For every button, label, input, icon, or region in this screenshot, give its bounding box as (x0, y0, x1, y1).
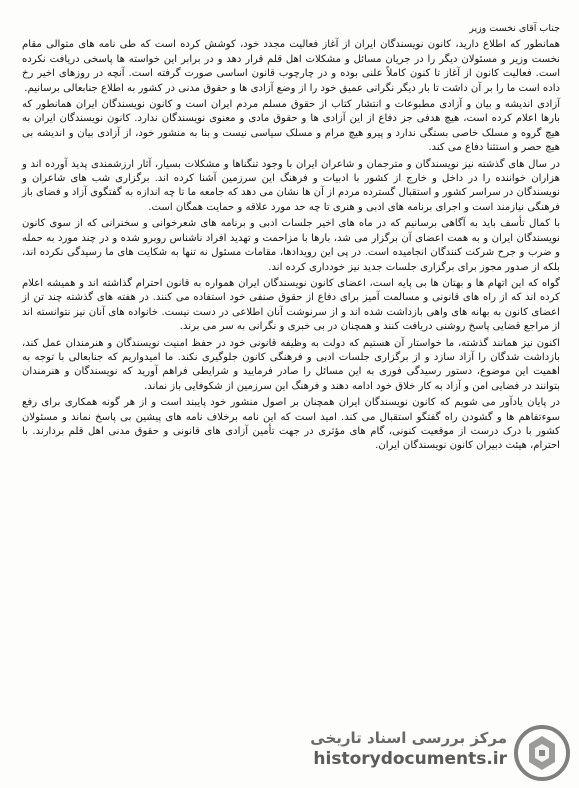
watermark-title: مرکز بررسی اسناد تاریخی (310, 729, 507, 747)
letter-paragraph: همانطور که اطلاع دارید، کانون نویسندگان ایران از آغاز فعالیت مجدد خود، کوشش کرده است که طی نامه های متوالی مقام نخست وزیر و مسئولان دیگر را در جریان مسائل و مشکلات اهل قلم قرار دهد و در برابر این خواسته ها پاسخی دریافت نکرده است. فعالیت کانون از آغاز تا کنون کاملاً علنی بوده و در چارچوب قانون اساسی صورت گرفته است. آنچه در روزهای اخیر رخ داده است ما را بر آن داشت تا بار دیگر نگرانی عمیق خود را از وضع آزادی ها و حقوق مدنی در کشور به اطلاع جنابعالی برسانیم. (22, 39, 560, 94)
letter-salutation: جناب آقای نخست وزیر (469, 23, 560, 34)
letter-paragraph: اکنون نیز همانند گذشته، ما خواستار آن هستیم که دولت به وظیفه قانونی خود در حفظ امنیت نویسندگان و هنرمندان عمل کند، بازداشت شدگان را آزاد سازد و از برگزاری جلسات ادبی و فرهنگی کانون جلوگیری نکند. ما امیدواریم که جنابعالی با توجه به اهمیت این موضوع، دستور رسیدگی فوری به این مسائل را صادر فرمایید و شرایطی فراهم آورید که نویسندگان و هنرمندان بتوانند در فضایی امن و آزاد به کار خلاق خود ادامه دهند و فرهنگ این سرزمین از شکوفایی باز نماند. (22, 337, 560, 392)
archive-watermark (271, 722, 571, 782)
archive-logo-icon (513, 724, 571, 782)
letter-body (22, 22, 560, 454)
watermark-url: historydocuments.ir (313, 749, 507, 769)
letter-paragraph: گواه که این اتهام ها و بهتان ها بی پایه است، اعضای کانون نویسندگان ایران همواره به قانون احترام گذاشته اند و همیشه اعلام کرده اند که از راه های قانونی و مسالمت آمیز برای دفاع از حقوق صنفی خود استفاده می کنند. در هفته های گذشته چند تن از اعضای کانون به بهانه های واهی بازداشت شده اند و از سرنوشت آنان اطلاعی در دست نیست. خانواده های آنان نیز نتوانسته اند از مراجع قضایی پاسخ روشنی دریافت کنند و همچنان در بی خبری و نگرانی به سر می برند. (22, 277, 560, 333)
letter-paragraph: با کمال تأسف باید به آگاهی برسانیم که در ماه های اخیر جلسات ادبی و برنامه های شعرخوانی و سخنرانی که از سوی کانون نویسندگان ایران و به همت اعضای آن برگزار می شد، بارها با مزاحمت و تهدید افراد ناشناس روبرو شده و در چند مورد به حمله و ضرب و جرح شرکت کنندگان انجامیده است. در پی این رویدادها، مقامات مسئول نه تنها به شکایت های ما رسیدگی نکرده اند، بلکه از صدور مجوز برای برگزاری جلسات جدید نیز خودداری کرده اند. (22, 218, 560, 273)
letter-paragraph: در پایان یادآور می شویم که کانون نویسندگان ایران همچنان بر اصول منشور خود پایبند است و از هر گونه همکاری برای رفع سوءتفاهم ها و گشودن راه گفتگو استقبال می کند. امید است که این نامه برخلاف نامه های پیشین بی پاسخ نماند و مسئولان کشور با درک درست از موقعیت کنونی، گام های مؤثری در جهت تأمین آزادی های قانونی و حقوق مدنی اهل قلم بردارند. با احترام، هیئت دبیران کانون نویسندگان ایران. (22, 397, 560, 452)
letter-paragraph: در سال های گذشته نیز نویسندگان و مترجمان و شاعران ایران با وجود تنگناها و مشکلات بسیار، آثار ارزشمندی پدید آورده اند و هزاران خواننده را در داخل و خارج از کشور با ادبیات و فرهنگ این سرزمین آشنا کرده اند. برگزاری شب های شاعران و نویسندگان در سراسر کشور و استقبال گسترده مردم از آن ها نشان می دهد که جامعه ما تا چه اندازه به گفتگوی آزاد و فضای باز فرهنگی نیازمند است و اجرای برنامه های ادبی و هنری تا چه حد مورد علاقه و حمایت همگان است. (22, 158, 560, 213)
watermark-text-block (287, 728, 507, 770)
letter-paragraph: آزادی اندیشه و بیان و آزادی مطبوعات و انتشار کتاب از حقوق مسلم مردم ایران است و کانون نویسندگان ایران همانطور که بارها اعلام کرده است، هیچ هدفی جز دفاع از این آزادی ها و حقوق مادی و معنوی نویسندگان ندارد. کانون نویسندگان ایران به هیچ گروه و مسلک خاصی بستگی ندارد و پیرو هیچ مرام و مسلک سیاسی نیست و بنا به منشور خود، از آزادی بیان و اندیشه بی هیچ حصر و استثنا دفاع می کند. (22, 99, 560, 154)
